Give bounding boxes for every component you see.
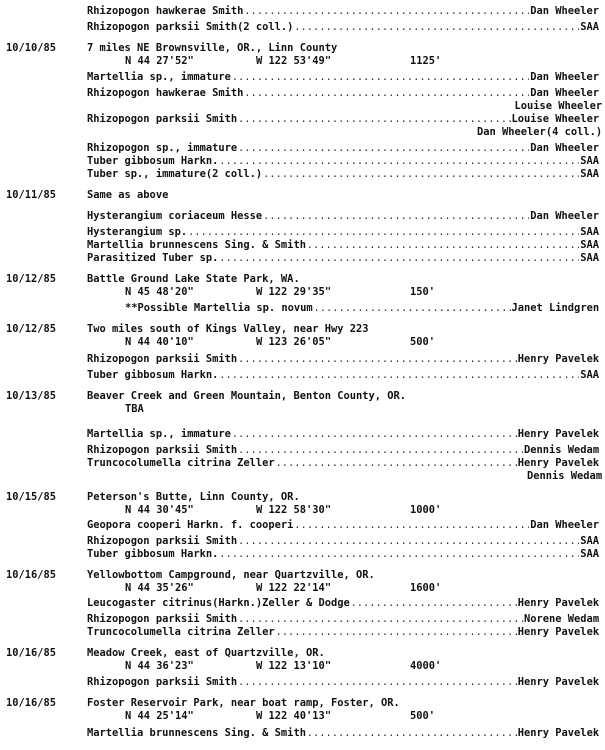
list-item xyxy=(0,519,605,532)
leader-dots xyxy=(244,87,529,100)
collector-name: SAA xyxy=(580,535,600,547)
taxon-name: Tuber sp., immature(2 coll.) xyxy=(87,168,263,180)
collection-date: 10/16/85 xyxy=(6,697,57,709)
collection-date: 10/12/85 xyxy=(6,323,57,335)
collector-continuation xyxy=(0,470,605,483)
taxon-name: Leucogaster citrinus(Harkn.)Zeller & Dodge xyxy=(87,597,350,609)
site-coordinates xyxy=(0,710,605,723)
taxon-name: Truncocolumella citrina Zeller xyxy=(87,626,275,638)
taxon-name: Rhizopogon parksii Smith xyxy=(87,535,238,547)
collector-name: Henry Pavelek xyxy=(517,626,600,638)
taxon-name: Rhizopogon hawkerae Smith xyxy=(87,87,244,99)
longitude: W 123 26'05" xyxy=(256,336,332,348)
leader-dots xyxy=(238,613,523,626)
taxon-name: Martellia sp., immature xyxy=(87,71,231,83)
list-item xyxy=(0,71,605,84)
elevation: 150' xyxy=(410,286,436,298)
collection-date: 10/16/85 xyxy=(6,647,57,659)
list-item xyxy=(0,369,605,382)
longitude: W 122 58'30" xyxy=(256,504,332,516)
leader-dots xyxy=(232,71,530,84)
list-item xyxy=(0,548,605,561)
collector-name: Dennis Wedam xyxy=(524,444,600,456)
collector-name: Louise Wheeler xyxy=(511,113,600,125)
taxon-name: Hysterangium coriaceum Hesse xyxy=(87,210,263,222)
site-location: Peterson's Butte, Linn County, OR. xyxy=(87,491,300,503)
collector-name: SAA xyxy=(580,548,600,560)
site-coordinates xyxy=(0,660,605,673)
collection-date: 10/16/85 xyxy=(6,569,57,581)
taxon-name: Tuber gibbosum Harkn. xyxy=(87,369,219,381)
list-item xyxy=(0,727,605,740)
list-item xyxy=(0,597,605,610)
collection-date: 10/15/85 xyxy=(6,491,57,503)
latitude: N 44 27'52" xyxy=(125,55,194,67)
leader-dots xyxy=(219,369,579,382)
collector-continuation xyxy=(0,100,605,113)
collector-name: Dan Wheeler xyxy=(530,210,600,222)
collector-name: Dan Wheeler xyxy=(530,142,600,154)
site-header xyxy=(0,569,605,582)
list-item xyxy=(0,353,605,366)
leader-dots xyxy=(219,155,579,168)
list-item xyxy=(0,626,605,639)
collector-name: Louise Wheeler xyxy=(514,100,603,112)
collector-name: Henry Pavelek xyxy=(517,428,600,440)
leader-dots xyxy=(232,428,517,441)
list-item xyxy=(0,457,605,470)
longitude: W 122 40'13" xyxy=(256,710,332,722)
longitude: W 122 29'35" xyxy=(256,286,332,298)
leader-dots xyxy=(314,302,511,315)
elevation: 1600' xyxy=(410,582,442,594)
latitude: N 44 40'10" xyxy=(125,336,194,348)
site-coordinates xyxy=(0,504,605,517)
collector-continuation xyxy=(0,126,605,139)
elevation: 500' xyxy=(410,336,436,348)
leader-dots xyxy=(238,353,517,366)
site-location: Same as above xyxy=(87,189,169,201)
site-location: 7 miles NE Brownsville, OR., Linn County xyxy=(87,42,338,54)
leader-dots xyxy=(276,457,517,470)
leader-dots xyxy=(219,252,579,265)
list-item xyxy=(0,613,605,626)
site-coordinates xyxy=(0,286,605,299)
list-item xyxy=(0,142,605,155)
elevation: 4000' xyxy=(410,660,442,672)
list-item xyxy=(0,87,605,100)
leader-dots xyxy=(238,444,523,457)
collector-name: Henry Pavelek xyxy=(517,676,600,688)
collector-name: SAA xyxy=(580,369,600,381)
collector-name: Henry Pavelek xyxy=(517,727,600,739)
leader-dots xyxy=(263,210,529,223)
site-note xyxy=(0,403,605,416)
site-location: Yellowbottom Campground, near Quartzville, OR. xyxy=(87,569,375,581)
taxon-name: Rhizopogon parksii Smith xyxy=(87,613,238,625)
leader-dots xyxy=(263,168,579,181)
taxon-name: Parasitized Tuber sp. xyxy=(87,252,219,264)
elevation: 1125' xyxy=(410,55,442,67)
taxon-name: Rhizopogon sp., immature xyxy=(87,142,238,154)
taxon-name: Tuber gibbosum Harkn. xyxy=(87,155,219,167)
longitude: W 122 22'14" xyxy=(256,582,332,594)
site-coordinates xyxy=(0,582,605,595)
collection-date: 10/11/85 xyxy=(6,189,57,201)
site-coordinates xyxy=(0,55,605,68)
list-item xyxy=(0,535,605,548)
list-item xyxy=(0,676,605,689)
note-text: TBA xyxy=(125,403,144,415)
collector-name: SAA xyxy=(580,21,600,33)
collector-name: SAA xyxy=(580,168,600,180)
leader-dots xyxy=(219,548,579,561)
list-item xyxy=(0,252,605,265)
taxon-name: Martellia brunnescens Sing. & Smith xyxy=(87,239,306,251)
list-item xyxy=(0,5,605,18)
elevation: 1000' xyxy=(410,504,442,516)
latitude: N 44 30'45" xyxy=(125,504,194,516)
taxon-name: Rhizopogon parksii Smith xyxy=(87,113,238,125)
collector-name: Dennis Wedam xyxy=(527,470,603,482)
list-item xyxy=(0,302,605,315)
taxon-name: Rhizopogon parksii Smith xyxy=(87,444,238,456)
collection-date: 10/13/85 xyxy=(6,390,57,402)
site-header xyxy=(0,697,605,710)
latitude: N 44 25'14" xyxy=(125,710,194,722)
leader-dots xyxy=(238,113,511,126)
site-location: Foster Reservoir Park, near boat ramp, Foster, OR. xyxy=(87,697,400,709)
site-header xyxy=(0,491,605,504)
latitude: N 44 36'23" xyxy=(125,660,194,672)
collector-name: SAA xyxy=(580,252,600,264)
leader-dots xyxy=(276,626,517,639)
collector-name: SAA xyxy=(580,155,600,167)
taxon-name: Truncocolumella citrina Zeller xyxy=(87,457,275,469)
site-coordinates xyxy=(0,336,605,349)
taxon-name: Tuber gibbosum Harkn. xyxy=(87,548,219,560)
taxon-name: Rhizopogon parksii Smith(2 coll.) xyxy=(87,21,294,33)
longitude: W 122 53'49" xyxy=(256,55,332,67)
list-item xyxy=(0,168,605,181)
leader-dots xyxy=(238,142,529,155)
list-item xyxy=(0,155,605,168)
leader-dots xyxy=(294,21,579,34)
longitude: W 122 13'10" xyxy=(256,660,332,672)
collector-name: Henry Pavelek xyxy=(517,597,600,609)
latitude: N 45 48'20" xyxy=(125,286,194,298)
collector-name: Janet Lindgren xyxy=(511,302,600,314)
site-header xyxy=(0,189,605,202)
collector-name: Henry Pavelek xyxy=(517,457,600,469)
collector-name: Henry Pavelek xyxy=(517,353,600,365)
collector-name: Dan Wheeler xyxy=(530,5,600,17)
collector-name: Dan Wheeler(4 coll.) xyxy=(477,126,603,138)
leader-dots xyxy=(351,597,517,610)
collection-date: 10/12/85 xyxy=(6,273,57,285)
collector-name: Dan Wheeler xyxy=(530,519,600,531)
list-item xyxy=(0,239,605,252)
collector-name: Dan Wheeler xyxy=(530,71,600,83)
leader-dots xyxy=(307,727,517,740)
site-location: Meadow Creek, east of Quartzville, OR. xyxy=(87,647,325,659)
list-item xyxy=(0,210,605,223)
leader-dots xyxy=(307,239,580,252)
elevation: 500' xyxy=(410,710,436,722)
taxon-name: Martellia brunnescens Sing. & Smith xyxy=(87,727,306,739)
site-header xyxy=(0,647,605,660)
taxon-name: Rhizopogon hawkerae Smith xyxy=(87,5,244,17)
taxon-name: Rhizopogon parksii Smith xyxy=(87,676,238,688)
site-location: Battle Ground Lake State Park, WA. xyxy=(87,273,300,285)
site-header xyxy=(0,273,605,286)
list-item xyxy=(0,428,605,441)
list-item xyxy=(0,444,605,457)
collector-name: Norene Wedam xyxy=(524,613,600,625)
taxon-name: Rhizopogon parksii Smith xyxy=(87,353,238,365)
collection-date: 10/10/85 xyxy=(6,42,57,54)
leader-dots xyxy=(238,676,517,689)
taxon-name: **Possible Martellia sp. novum xyxy=(125,302,313,314)
site-header xyxy=(0,390,605,403)
site-location: Two miles south of Kings Valley, near Hwy 223 xyxy=(87,323,369,335)
collector-name: SAA xyxy=(580,226,600,238)
collector-name: SAA xyxy=(580,239,600,251)
taxon-name: Hysterangium sp. xyxy=(87,226,188,238)
site-header xyxy=(0,323,605,336)
list-item xyxy=(0,226,605,239)
taxon-name: Geopora cooperi Harkn. f. cooperi xyxy=(87,519,294,531)
list-item xyxy=(0,21,605,34)
latitude: N 44 35'26" xyxy=(125,582,194,594)
leader-dots xyxy=(294,519,529,532)
leader-dots xyxy=(244,5,529,18)
site-header xyxy=(0,42,605,55)
collector-name: Dan Wheeler xyxy=(530,87,600,99)
list-item xyxy=(0,113,605,126)
leader-dots xyxy=(238,535,579,548)
taxon-name: Martellia sp., immature xyxy=(87,428,231,440)
leader-dots xyxy=(188,226,579,239)
site-location: Beaver Creek and Green Mountain, Benton County, OR. xyxy=(87,390,407,402)
